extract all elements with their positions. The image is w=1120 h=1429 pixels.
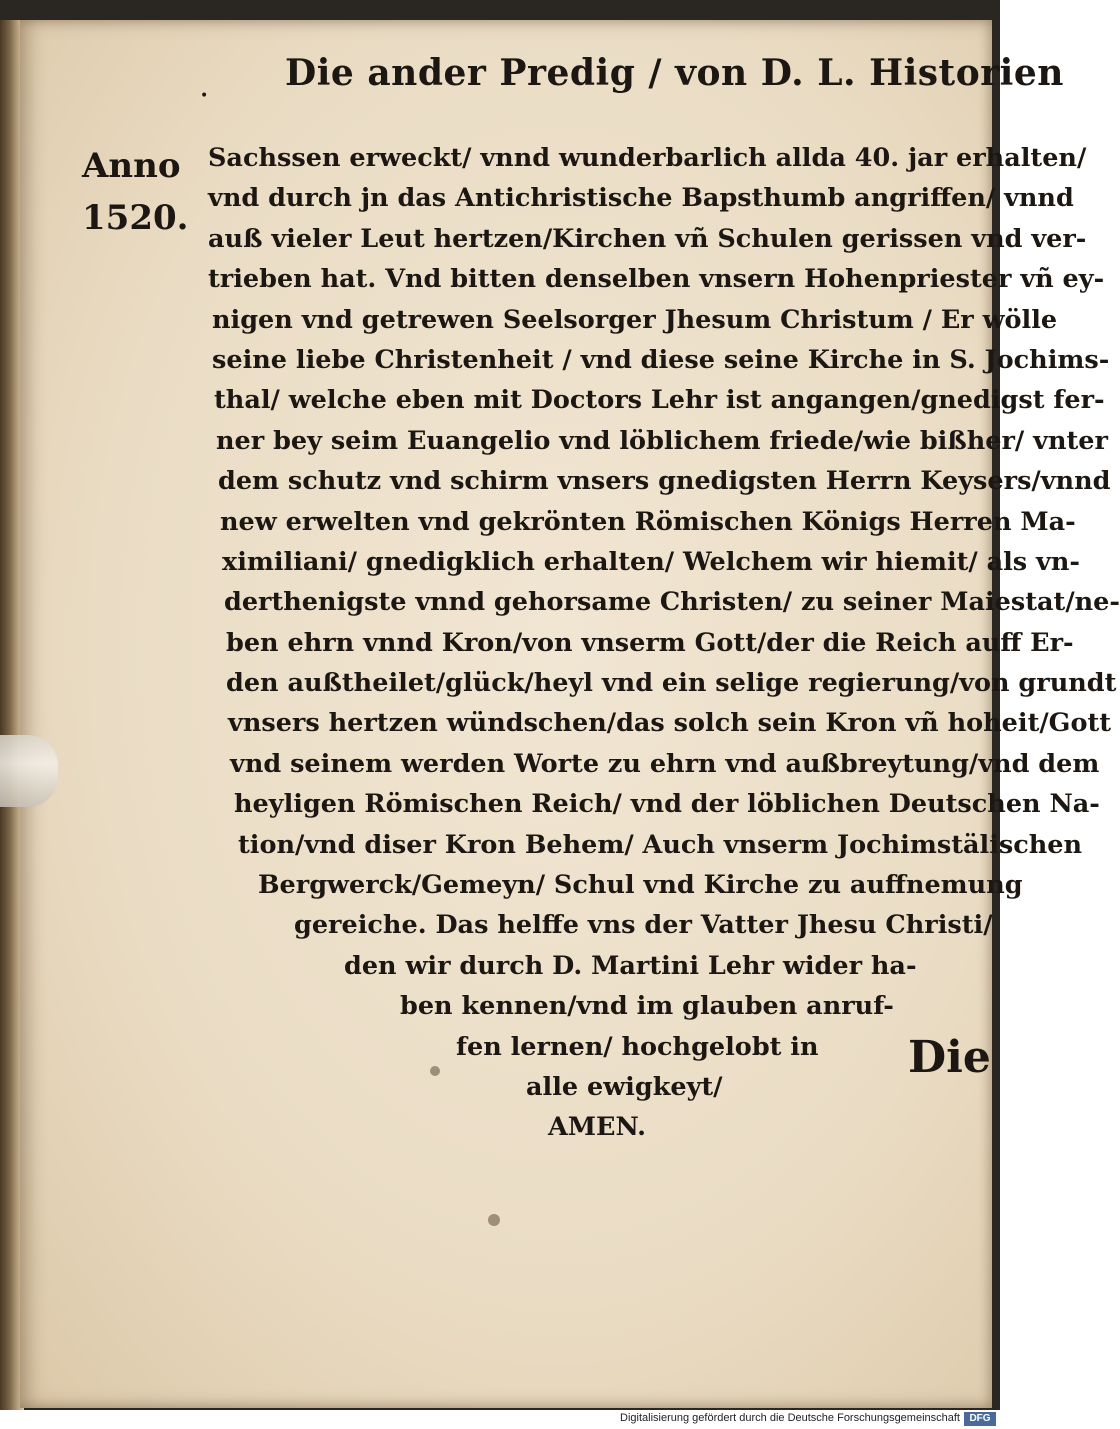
text-line: thal/ welche eben mit Doctors Lehr ist angangen/gnedigst fer- [214, 385, 1105, 416]
text-line: ximiliani/ gnedigklich erhalten/ Welchem wir hiemit/ als vn- [222, 546, 1080, 577]
text-line: tion/vnd diser Kron Behem/ Auch vnserm Jochimstälischen [238, 829, 1083, 860]
text-line: den außtheilet/glück/heyl vnd ein selige regierung/von grundt [226, 668, 1117, 699]
text-line: dem schutz vnd schirm vnsers gnedigsten Herrn Keysers/vnnd [218, 466, 1111, 497]
text-line: ben ehrn vnnd Kron/von vnserm Gott/der die Reich auff Er- [226, 627, 1074, 658]
text-line: den wir durch D. Martini Lehr wider ha- [344, 950, 917, 981]
margin-note [82, 140, 192, 244]
running-header: Die ander Predig / von D. L. Historien [285, 52, 1064, 94]
page-clip [0, 735, 58, 807]
text-line: alle ewigkeyt/ [526, 1071, 723, 1102]
ink-smudge [430, 1066, 440, 1076]
text-line: seine liebe Christenheit / vnd diese seine Kirche in S. Jochims- [212, 344, 1110, 375]
text-line: AMEN. [548, 1112, 647, 1143]
text-line: vnd durch jn das Antichristische Bapsthumb angriffen/ vnnd [208, 183, 1074, 214]
body-text [208, 138, 1120, 1148]
margin-note-line: 1520. [82, 198, 189, 238]
text-line: ben kennen/vnd im glauben anruf- [400, 991, 894, 1022]
text-line: trieben hat. Vnd bitten denselben vnsern Hohenpriester vñ ey- [208, 264, 1105, 295]
text-line: fen lernen/ hochgelobt in [456, 1031, 819, 1062]
margin-note-line: Anno [82, 146, 181, 186]
text-line: vnsers hertzen wündschen/das solch sein Kron vñ hoheit/Gott [228, 708, 1112, 739]
text-line: heyligen Römischen Reich/ vnd der löblichen Deutschen Na- [234, 789, 1100, 820]
text-line: new erwelten vnd gekrönten Römischen Königs Herren Ma- [220, 506, 1076, 537]
text-line: auß vieler Leut hertzen/Kirchen vñ Schulen gerissen vnd ver- [208, 223, 1087, 254]
text-line: derthenigste vnnd gehorsame Christen/ zu seiner Maiestat/ne- [224, 587, 1120, 618]
footer-bar [0, 1410, 1000, 1429]
text-line: Sachssen erweckt/ vnnd wunderbarlich allda 40. jar erhalten/ [208, 143, 1087, 173]
text-line: gereiche. Das helffe vns der Vatter Jhesu Christi/ [294, 910, 993, 941]
text-line: Bergwerck/Gemeyn/ Schul vnd Kirche zu auffnemung [258, 870, 1023, 901]
text-line: ner bey seim Euangelio vnd löblichem friede/wie bißher/ vnter [216, 425, 1108, 456]
dfg-logo-icon: DFG [964, 1412, 996, 1426]
text-line: nigen vnd getrewen Seelsorger Jhesum Christum / Er wölle [212, 304, 1058, 335]
printer-mark: • [200, 88, 209, 104]
catchword: Die [908, 1032, 991, 1083]
digitization-credit: Digitalisierung gefördert durch die Deutsche Forschungsgemeinschaft [620, 1412, 960, 1424]
ink-smudge [488, 1214, 500, 1226]
text-line: vnd seinem werden Worte zu ehrn vnd außbreytung/vnd dem [230, 748, 1100, 779]
